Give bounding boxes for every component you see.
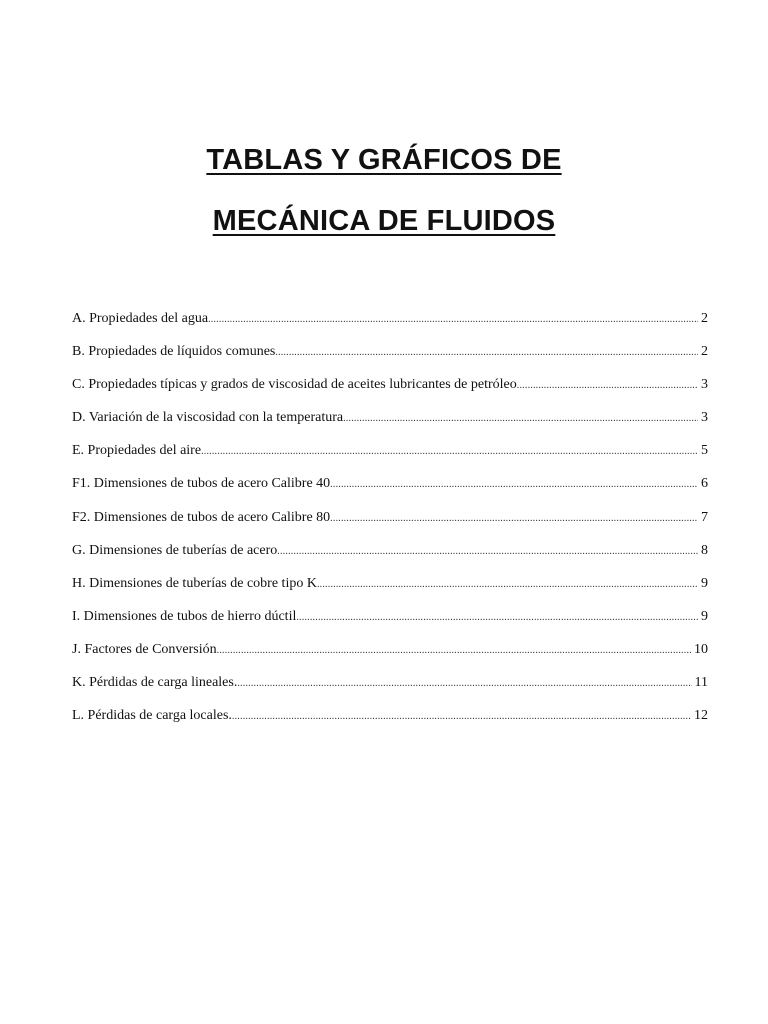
dot-leader xyxy=(237,667,691,700)
toc-entry-label: F2. Dimensiones de tubos de acero Calibre 80 xyxy=(72,509,331,525)
toc-entry-page: 9 xyxy=(701,608,708,624)
toc-entry-page: 3 xyxy=(701,377,708,393)
title-line-1-text: TABLAS Y GRÁFICOS DE xyxy=(206,144,562,176)
toc-entry xyxy=(72,335,708,368)
toc-entry xyxy=(72,501,708,534)
toc-entry xyxy=(72,666,708,699)
dot-leader xyxy=(330,468,698,501)
toc-entry xyxy=(72,699,708,732)
toc-entry xyxy=(72,567,708,600)
toc-entry xyxy=(72,600,708,633)
toc-entry-label: G. Dimensiones de tuberías de acero xyxy=(72,542,278,558)
dot-leader xyxy=(517,369,698,402)
table-of-contents xyxy=(72,302,708,732)
toc-entry xyxy=(72,302,708,335)
toc-entry-page: 9 xyxy=(701,575,708,591)
dot-leader xyxy=(317,568,698,601)
toc-entry-label: F1. Dimensiones de tubos de acero Calibre 40 xyxy=(72,476,331,492)
toc-entry-page: 2 xyxy=(701,311,708,326)
toc-entry-page: 3 xyxy=(701,410,708,426)
dot-leader xyxy=(217,634,691,667)
title-line-2 xyxy=(0,191,768,252)
toc-entry-page: 12 xyxy=(694,708,708,724)
toc-entry-page: 5 xyxy=(701,443,708,459)
toc-entry xyxy=(72,401,708,434)
toc-entry xyxy=(72,534,708,567)
document-title xyxy=(0,130,768,252)
toc-entry xyxy=(72,368,708,401)
dot-leader xyxy=(343,402,698,435)
toc-entry-page: 11 xyxy=(694,675,708,691)
toc-entry-page: 8 xyxy=(701,542,708,558)
toc-entry-label: C. Propiedades típicas y grados de viscosidad de aceites lubricantes de petróleo xyxy=(72,377,517,393)
toc-entry xyxy=(72,434,708,467)
toc-entry-label: E. Propiedades del aire xyxy=(72,443,202,459)
toc-entry-label: K. Pérdidas de carga lineales. xyxy=(72,675,238,691)
toc-entry-label: D. Variación de la viscosidad con la temperatura xyxy=(72,410,344,426)
toc-entry-page: 2 xyxy=(701,344,708,360)
dot-leader xyxy=(296,601,698,634)
dot-leader xyxy=(275,336,698,369)
title-line-1 xyxy=(0,130,768,191)
toc-entry-label: L. Pérdidas de carga locales. xyxy=(72,708,232,724)
toc-entry-page: 7 xyxy=(701,509,708,525)
toc-entry-page: 6 xyxy=(701,476,708,492)
dot-leader xyxy=(277,535,698,568)
toc-entry xyxy=(72,633,708,666)
title-line-2-text: MECÁNICA DE FLUIDOS xyxy=(212,205,556,237)
toc-entry-label: A. Propiedades del agua xyxy=(72,311,209,326)
toc-entry-label: J. Factores de Conversión xyxy=(72,641,217,657)
dot-leader xyxy=(232,700,691,733)
toc-entry xyxy=(72,467,708,500)
toc-entry-label: H. Dimensiones de tuberías de cobre tipo K xyxy=(72,575,317,591)
toc-entry-label: I. Dimensiones de tubos de hierro dúctil xyxy=(72,608,297,624)
dot-leader xyxy=(201,435,698,468)
dot-leader xyxy=(208,303,698,336)
dot-leader xyxy=(330,502,698,535)
toc-entry-page: 10 xyxy=(694,641,708,657)
toc-entry-label: B. Propiedades de líquidos comunes xyxy=(72,344,276,360)
